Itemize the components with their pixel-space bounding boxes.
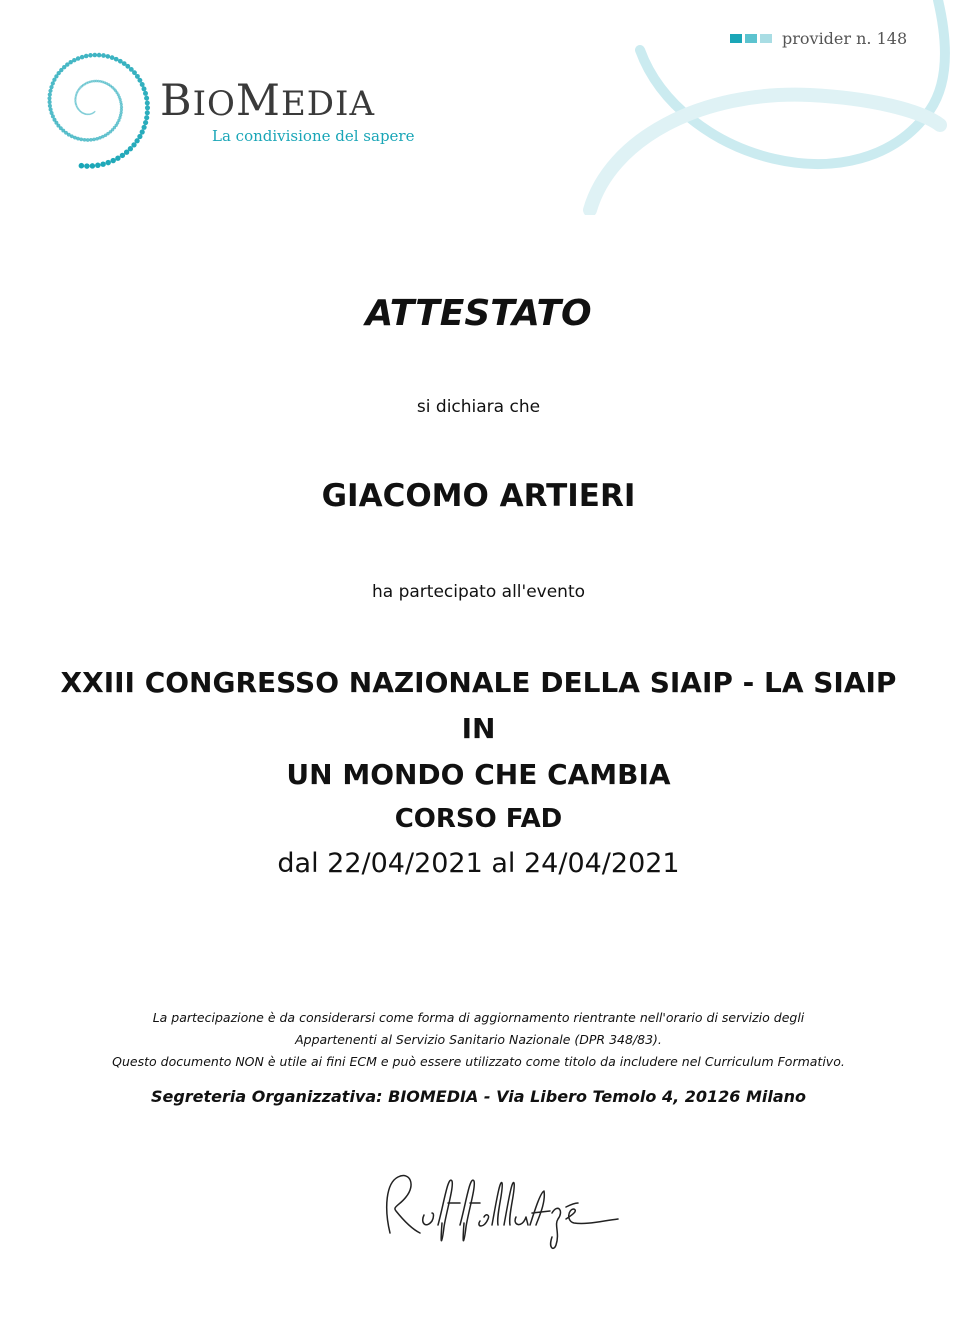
logo-dot [79,138,83,142]
provider-square-icon [745,34,757,43]
logo-dot [110,158,115,163]
logo-dot [137,134,142,139]
logo-dot [144,115,149,120]
logo-dot [120,153,125,158]
participated-text: ha partecipato all'evento [371,582,586,602]
logo-dot [145,100,150,105]
logo-dot [100,161,105,166]
logo-dot [145,110,150,115]
recipient-name: GIACOMO ARTIERI [321,478,636,514]
logo-dot [92,138,96,142]
logo-dot [88,53,93,58]
disclaimer-line: Appartenenti al Servizio Sanitario Nazionale (DPR 348/83). [295,1032,662,1047]
logo-dot [137,78,142,83]
event-title-line: XXIII CONGRESSO NAZIONALE DELLA SIAIP - LA SIAIP IN [60,666,897,745]
logo-dot [124,150,129,155]
logo-dot [50,111,54,115]
logo-dot [72,58,76,62]
logo-dot [97,53,102,58]
logo-dot [145,105,150,110]
logo-dot [140,129,145,134]
logo-dot [86,138,90,142]
certificate-title: ATTESTATO [365,293,592,334]
logo-dot [120,103,123,106]
logo-dot [95,137,99,141]
logo-dot [105,160,110,165]
logo-dot [48,100,52,104]
logo-dot [76,56,80,60]
logo-dot [48,93,52,97]
logo-dot [83,138,87,142]
logo-dot [143,120,148,125]
disclaimer [60,1007,897,1073]
logo-dot [140,82,145,87]
logo-dot [49,107,53,111]
logo-dot [115,156,120,161]
logo-dot [79,163,85,169]
declares-text: si dichiara che [416,397,541,417]
provider-number: provider n. 148 [782,28,908,48]
logo-dot [142,125,147,130]
logo-dot [84,163,90,169]
provider-square-icon [760,34,772,43]
logo-dot [101,53,106,58]
logo-dot [93,53,98,58]
logo-dot [110,55,115,60]
logo-dot [48,104,52,108]
logo-dot [49,85,53,89]
provider-square-icon [730,34,742,43]
brand-name: BIOMEDIA [160,76,376,126]
logo-dot [90,163,96,169]
event-title-line: UN MONDO CHE CAMBIA [286,758,671,791]
course-type: CORSO FAD [394,804,563,834]
disclaimer-line: Questo documento NON è utile ai fini ECM e può essere utilizzato come titolo da includere nel Curriculum Formativo. [112,1054,845,1069]
logo-dot [84,54,89,59]
secretary-info: Segreteria Organizzativa: BIOMEDIA - Via Libero Temolo 4, 20126 Milano [150,1087,807,1106]
logo-dot [114,57,119,62]
logo-dot [144,96,149,101]
brand-tagline: La condivisione del sapere [212,127,415,145]
event-title [60,660,897,798]
logo-dot [80,55,85,60]
disclaimer-line: La partecipazione è da considerarsi come forma di aggiornamento rientrante nell'orario di servizio degli [152,1010,805,1025]
logo-dot [89,138,93,142]
logo-dot [95,163,101,169]
signature-icon [376,1163,626,1253]
logo-dot [48,89,52,93]
logo-dot [142,86,147,91]
course-dates: dal 22/04/2021 al 24/04/2021 [277,848,680,879]
biomedia-logo-icon [30,36,155,171]
provider-label [730,28,907,48]
logo-dot [47,96,51,100]
logo-dot [143,91,148,96]
logo-dot [105,54,110,59]
